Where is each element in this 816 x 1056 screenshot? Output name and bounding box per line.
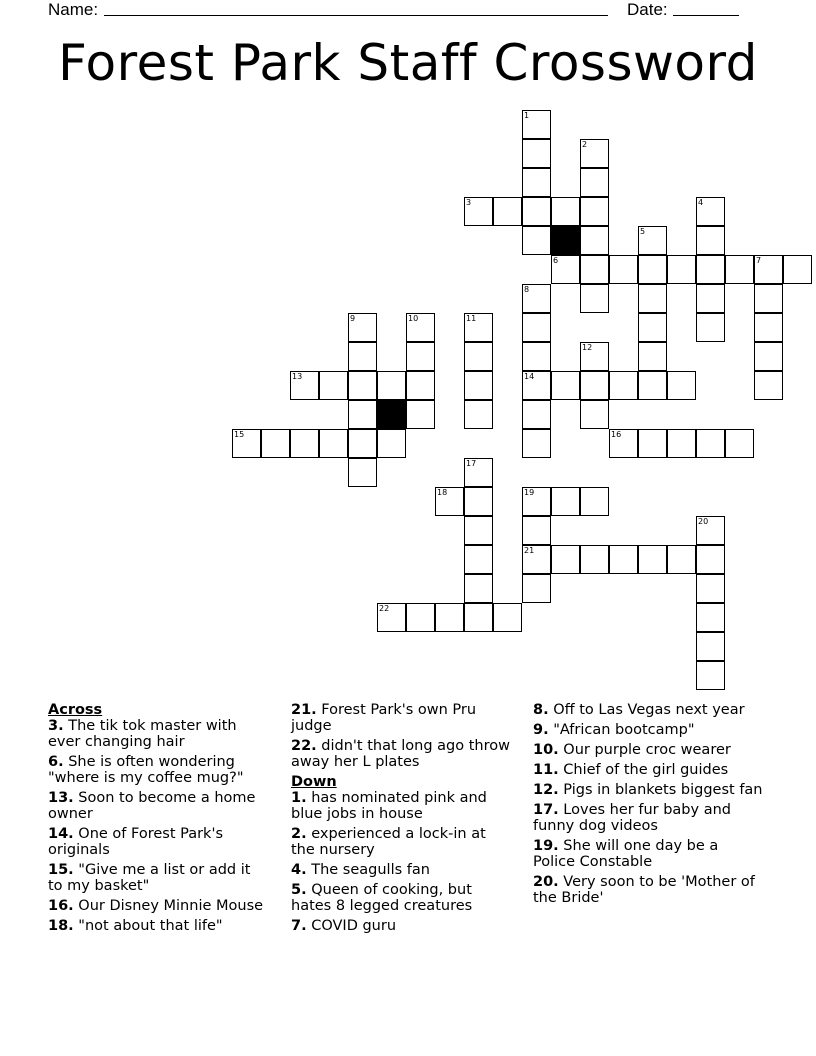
clue-number: 17. — [533, 802, 559, 818]
down-clue — [291, 790, 511, 822]
crossword-cell[interactable] — [522, 400, 551, 429]
crossword-cell[interactable] — [464, 197, 493, 226]
crossword-cell[interactable] — [435, 487, 464, 516]
clue-number: 14 — [524, 372, 535, 381]
crossword-cell[interactable] — [551, 197, 580, 226]
clue-number: 3 — [466, 198, 472, 207]
clue-number: 18. — [48, 918, 74, 934]
crossword-cell[interactable] — [638, 284, 667, 313]
crossword-cell[interactable] — [522, 545, 551, 574]
clue-number: 11. — [533, 762, 559, 778]
clue-number: 15 — [234, 430, 245, 439]
clue-number: 1. — [291, 790, 307, 806]
crossword-cell[interactable] — [377, 603, 406, 632]
down-clue — [533, 838, 763, 870]
date-label: Date: — [627, 0, 668, 19]
clue-number: 2 — [582, 140, 588, 149]
down-clue — [291, 862, 511, 878]
crossword-cell[interactable] — [522, 516, 551, 545]
across-heading: Across — [48, 702, 103, 718]
clue-text: "Give me a list or add it to my basket" — [48, 862, 251, 894]
across-clue — [48, 918, 268, 934]
down-clue — [533, 742, 763, 758]
crossword-cell[interactable] — [290, 429, 319, 458]
down-clue — [533, 874, 763, 906]
crossword-cell[interactable] — [696, 632, 725, 661]
clue-text: Our Disney Minnie Mouse — [73, 898, 264, 914]
crossword-cell[interactable] — [464, 400, 493, 429]
crossword-cell[interactable] — [406, 400, 435, 429]
clue-number: 6. — [48, 754, 64, 770]
clue-number: 4. — [291, 862, 307, 878]
crossword-cell[interactable] — [464, 545, 493, 574]
crossword-cell[interactable] — [319, 371, 348, 400]
crossword-cell[interactable] — [638, 371, 667, 400]
crossword-cell[interactable] — [696, 545, 725, 574]
crossword-cell[interactable] — [638, 545, 667, 574]
clue-number: 21 — [524, 546, 535, 555]
crossword-cell[interactable] — [696, 429, 725, 458]
crossword-cell[interactable] — [522, 168, 551, 197]
crossword-cell[interactable] — [696, 661, 725, 690]
crossword-cell[interactable] — [290, 371, 319, 400]
clue-text: Our purple croc wearer — [558, 742, 731, 758]
clue-number: 20. — [533, 874, 559, 890]
clue-number: 2. — [291, 826, 307, 842]
across-clue — [48, 826, 268, 858]
clue-number: 15. — [48, 862, 74, 878]
crossword-cell[interactable] — [638, 226, 667, 255]
clues-column-2 — [291, 702, 511, 938]
crossword-cell[interactable] — [638, 255, 667, 284]
crossword-cell[interactable] — [638, 429, 667, 458]
crossword-cell[interactable] — [464, 574, 493, 603]
crossword-cell[interactable] — [464, 458, 493, 487]
crossword-cell[interactable] — [754, 284, 783, 313]
crossword-block — [377, 400, 406, 429]
down-clue — [291, 882, 511, 914]
clue-number: 21. — [291, 702, 317, 718]
crossword-cell[interactable] — [377, 429, 406, 458]
crossword-cell[interactable] — [725, 429, 754, 458]
clue-text: She is often wondering "where is my coffee mug?" — [48, 754, 244, 786]
page-title: Forest Park Staff Crossword — [58, 34, 758, 92]
clue-number: 12. — [533, 782, 559, 798]
crossword-cell[interactable] — [493, 603, 522, 632]
clue-text: Pigs in blankets biggest fan — [558, 782, 763, 798]
crossword-cell[interactable] — [696, 516, 725, 545]
crossword-cell[interactable] — [435, 603, 464, 632]
across-clue — [48, 862, 268, 894]
crossword-cell[interactable] — [522, 284, 551, 313]
crossword-cell[interactable] — [522, 487, 551, 516]
crossword-cell[interactable] — [667, 255, 696, 284]
down-clue — [533, 782, 763, 798]
crossword-cell[interactable] — [609, 545, 638, 574]
clues-column-1 — [48, 702, 268, 938]
crossword-cell[interactable] — [696, 603, 725, 632]
crossword-cell[interactable] — [464, 487, 493, 516]
clue-number: 7. — [291, 918, 307, 934]
crossword-cell[interactable] — [348, 371, 377, 400]
crossword-cell[interactable] — [609, 429, 638, 458]
down-heading: Down — [291, 774, 337, 790]
crossword-cell[interactable] — [522, 197, 551, 226]
clue-text: "African bootcamp" — [548, 722, 695, 738]
crossword-cell[interactable] — [580, 139, 609, 168]
clue-number: 1 — [524, 111, 530, 120]
clue-number: 11 — [466, 314, 477, 323]
clue-text: Chief of the girl guides — [558, 762, 729, 778]
crossword-cell[interactable] — [551, 255, 580, 284]
crossword-cell[interactable] — [377, 371, 406, 400]
clue-text: The tik tok master with ever changing hair — [48, 718, 237, 750]
crossword-cell[interactable] — [754, 255, 783, 284]
clue-number: 8. — [533, 702, 549, 718]
crossword-cell[interactable] — [261, 429, 290, 458]
crossword-cell[interactable] — [580, 400, 609, 429]
crossword-cell[interactable] — [580, 371, 609, 400]
down-clue — [533, 702, 763, 718]
crossword-cell[interactable] — [464, 516, 493, 545]
crossword-cell[interactable] — [580, 487, 609, 516]
crossword-cell[interactable] — [696, 284, 725, 313]
clue-number: 5. — [291, 882, 307, 898]
clue-text: Very soon to be 'Mother of the Bride' — [533, 874, 755, 906]
crossword-cell[interactable] — [551, 545, 580, 574]
crossword-cell[interactable] — [348, 313, 377, 342]
crossword-cell[interactable] — [493, 197, 522, 226]
down-clue — [533, 762, 763, 778]
clue-number: 10 — [408, 314, 419, 323]
across-clue — [48, 790, 268, 822]
clue-number: 16. — [48, 898, 74, 914]
clue-number: 16 — [611, 430, 622, 439]
crossword-cell[interactable] — [580, 168, 609, 197]
clue-number: 8 — [524, 285, 530, 294]
clue-number: 4 — [698, 198, 704, 207]
crossword-cell[interactable] — [319, 429, 348, 458]
clue-number: 7 — [756, 256, 762, 265]
crossword-cell[interactable] — [696, 226, 725, 255]
crossword-cell[interactable] — [580, 197, 609, 226]
crossword-cell[interactable] — [348, 342, 377, 371]
crossword-cell[interactable] — [754, 371, 783, 400]
down-clue — [533, 802, 763, 834]
crossword-cell[interactable] — [522, 110, 551, 139]
clue-number: 6 — [553, 256, 559, 265]
clue-text: Queen of cooking, but hates 8 legged creatures — [291, 882, 473, 914]
clue-text: She will one day be a Police Constable — [533, 838, 719, 870]
crossword-cell[interactable] — [667, 371, 696, 400]
crossword-cell[interactable] — [609, 371, 638, 400]
crossword-cell[interactable] — [406, 313, 435, 342]
clue-number: 14. — [48, 826, 74, 842]
clue-number: 18 — [437, 488, 448, 497]
crossword-cell[interactable] — [696, 197, 725, 226]
crossword-cell[interactable] — [696, 313, 725, 342]
crossword-cell[interactable] — [406, 342, 435, 371]
clue-text: COVID guru — [306, 918, 397, 934]
clue-text: experienced a lock-in at the nursery — [291, 826, 486, 858]
clue-number: 22. — [291, 738, 317, 754]
name-label: Name: — [48, 0, 99, 19]
crossword-cell[interactable] — [522, 371, 551, 400]
crossword-cell[interactable] — [580, 342, 609, 371]
crossword-cell[interactable] — [348, 429, 377, 458]
crossword-cell[interactable] — [522, 313, 551, 342]
clue-number: 22 — [379, 604, 390, 613]
clue-text: didn't that long ago throw away her L plates — [291, 738, 510, 770]
down-clue — [291, 826, 511, 858]
crossword-cell[interactable] — [638, 313, 667, 342]
clue-number: 3. — [48, 718, 64, 734]
crossword-cell[interactable] — [522, 574, 551, 603]
crossword-cell[interactable] — [522, 226, 551, 255]
crossword-block — [551, 226, 580, 255]
clue-text: Forest Park's own Pru judge — [291, 702, 477, 734]
crossword-cell[interactable] — [609, 255, 638, 284]
crossword-cell[interactable] — [580, 545, 609, 574]
crossword-cell[interactable] — [667, 429, 696, 458]
crossword-cell[interactable] — [638, 342, 667, 371]
clues-column-3 — [533, 702, 763, 910]
clue-text: Off to Las Vegas next year — [548, 702, 745, 718]
clue-number: 13 — [292, 372, 303, 381]
crossword-cell[interactable] — [580, 226, 609, 255]
crossword-cell[interactable] — [522, 429, 551, 458]
clue-number: 20 — [698, 517, 709, 526]
crossword-cell[interactable] — [522, 342, 551, 371]
crossword-cell[interactable] — [464, 313, 493, 342]
crossword-cell[interactable] — [754, 313, 783, 342]
across-clue — [48, 754, 268, 786]
crossword-cell[interactable] — [667, 545, 696, 574]
across-clue — [48, 898, 268, 914]
clue-number: 5 — [640, 227, 646, 236]
crossword-cell[interactable] — [725, 255, 754, 284]
clue-text: has nominated pink and blue jobs in house — [291, 790, 487, 822]
down-clue — [533, 722, 763, 738]
crossword-cell[interactable] — [464, 603, 493, 632]
clue-number: 17 — [466, 459, 477, 468]
clue-text: The seagulls fan — [306, 862, 430, 878]
crossword-cell[interactable] — [696, 255, 725, 284]
clue-number: 19 — [524, 488, 535, 497]
clue-number: 19. — [533, 838, 559, 854]
crossword-cell[interactable] — [783, 255, 812, 284]
crossword-cell[interactable] — [464, 342, 493, 371]
crossword-cell[interactable] — [696, 574, 725, 603]
across-clue — [291, 702, 511, 734]
crossword-cell[interactable] — [348, 400, 377, 429]
crossword-cell[interactable] — [551, 487, 580, 516]
crossword-cell[interactable] — [754, 342, 783, 371]
across-clue — [291, 738, 511, 770]
clue-text: Loves her fur baby and funny dog videos — [533, 802, 731, 834]
clue-text: Soon to become a home owner — [48, 790, 256, 822]
clue-text: One of Forest Park's originals — [48, 826, 223, 858]
crossword-cell[interactable] — [580, 284, 609, 313]
crossword-cell[interactable] — [406, 371, 435, 400]
clue-text: "not about that life" — [73, 918, 223, 934]
clue-number: 10. — [533, 742, 559, 758]
across-clue — [48, 718, 268, 750]
clue-number: 12 — [582, 343, 593, 352]
clue-number: 9. — [533, 722, 549, 738]
clue-number: 9 — [350, 314, 356, 323]
crossword-cell[interactable] — [464, 371, 493, 400]
crossword-cell[interactable] — [348, 458, 377, 487]
crossword-cell[interactable] — [522, 139, 551, 168]
down-clue — [291, 918, 511, 934]
crossword-cell[interactable] — [232, 429, 261, 458]
crossword-cell[interactable] — [551, 371, 580, 400]
clue-number: 13. — [48, 790, 74, 806]
crossword-cell[interactable] — [406, 603, 435, 632]
crossword-cell[interactable] — [580, 255, 609, 284]
